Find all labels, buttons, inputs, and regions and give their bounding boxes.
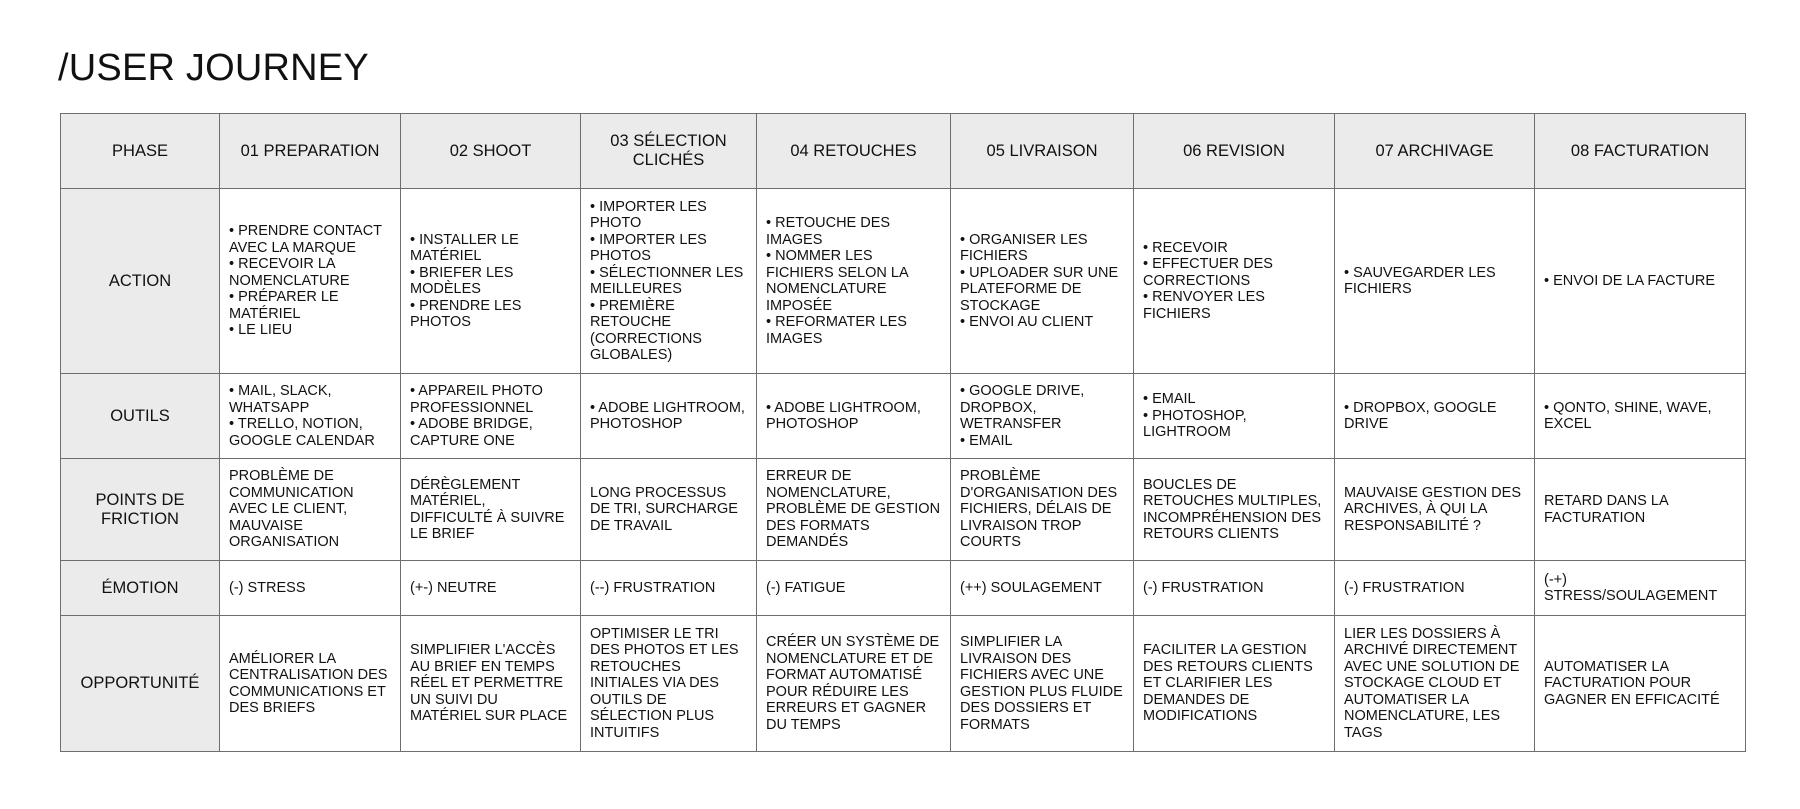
phase-header-archivage: 07 ARCHIVAGE (1335, 114, 1535, 189)
table-cell: AMÉLIORER LA CENTRALISATION DES COMMUNICATIONS ET DES BRIEFS (220, 616, 401, 752)
row-opportunite (61, 616, 1746, 752)
row-label-opportunite: OPPORTUNITÉ (61, 616, 220, 752)
phase-header-facturation: 08 FACTURATION (1535, 114, 1746, 189)
table-cell: SIMPLIFIER L'ACCÈS AU BRIEF EN TEMPS RÉEL ET PERMETTRE UN SUIVI DU MATÉRIEL SUR PLACE (401, 616, 581, 752)
table-cell: • QONTO, SHINE, WAVE, EXCEL (1535, 374, 1746, 459)
table-cell: SIMPLIFIER LA LIVRAISON DES FICHIERS AVEC UNE GESTION PLUS FLUIDE DES DOSSIERS ET FORMATS (951, 616, 1134, 752)
table-cell: (-) FRUSTRATION (1134, 561, 1335, 616)
phase-header-preparation: 01 PREPARATION (220, 114, 401, 189)
table-cell: (--) FRUSTRATION (581, 561, 757, 616)
row-emotion (61, 561, 1746, 616)
row-label-points-de-friction: POINTS DE FRICTION (61, 459, 220, 561)
table-cell: AUTOMATISER LA FACTURATION POUR GAGNER EN EFFICACITÉ (1535, 616, 1746, 752)
row-points-de-friction (61, 459, 1746, 561)
table-cell: (+-) NEUTRE (401, 561, 581, 616)
table-cell: • EMAIL • PHOTOSHOP, LIGHTROOM (1134, 374, 1335, 459)
table-cell: LIER LES DOSSIERS À ARCHIVÉ DIRECTEMENT AVEC UNE SOLUTION DE STOCKAGE CLOUD ET AUTOMATISER LA NOMENCLATURE, LES TAGS (1335, 616, 1535, 752)
table-cell: (-) FATIGUE (757, 561, 951, 616)
table-cell: • DROPBOX, GOOGLE DRIVE (1335, 374, 1535, 459)
table-cell: (-) FRUSTRATION (1335, 561, 1535, 616)
phase-header-selection-cliches: 03 SÉLECTION CLICHÉS (581, 114, 757, 189)
table-cell: • PRENDRE CONTACT AVEC LA MARQUE • RECEVOIR LA NOMENCLATURE • PRÉPARER LE MATÉRIEL • LE LIEU (220, 189, 401, 374)
table-cell: • ENVOI DE LA FACTURE (1535, 189, 1746, 374)
table-cell: • ADOBE LIGHTROOM, PHOTOSHOP (581, 374, 757, 459)
table-cell: FACILITER LA GESTION DES RETOURS CLIENTS ET CLARIFIER LES DEMANDES DE MODIFICATIONS (1134, 616, 1335, 752)
row-label-outils: OUTILS (61, 374, 220, 459)
table-cell: • RECEVOIR • EFFECTUER DES CORRECTIONS • RENVOYER LES FICHIERS (1134, 189, 1335, 374)
table-cell: • INSTALLER LE MATÉRIEL • BRIEFER LES MODÈLES • PRENDRE LES PHOTOS (401, 189, 581, 374)
row-action (61, 189, 1746, 374)
table-cell: CRÉER UN SYSTÈME DE NOMENCLATURE ET DE FORMAT AUTOMATISÉ POUR RÉDUIRE LES ERREURS ET GAGNER DU TEMPS (757, 616, 951, 752)
table-cell: • ADOBE LIGHTROOM, PHOTOSHOP (757, 374, 951, 459)
page-title: /USER JOURNEY (58, 47, 369, 89)
table-cell: BOUCLES DE RETOUCHES MULTIPLES, INCOMPRÉHENSION DES RETOURS CLIENTS (1134, 459, 1335, 561)
table-cell: • SAUVEGARDER LES FICHIERS (1335, 189, 1535, 374)
phase-header-retouches: 04 RETOUCHES (757, 114, 951, 189)
phase-header-shoot: 02 SHOOT (401, 114, 581, 189)
row-outils (61, 374, 1746, 459)
phase-header-livraison: 05 LIVRAISON (951, 114, 1134, 189)
table-cell: PROBLÈME DE COMMUNICATION AVEC LE CLIENT, MAUVAISE ORGANISATION (220, 459, 401, 561)
row-label-action: ACTION (61, 189, 220, 374)
phase-header-revision: 06 REVISION (1134, 114, 1335, 189)
table-cell: • RETOUCHE DES IMAGES • NOMMER LES FICHIERS SELON LA NOMENCLATURE IMPOSÉE • REFORMATER LES IMAGES (757, 189, 951, 374)
table-cell: LONG PROCESSUS DE TRI, SURCHARGE DE TRAVAIL (581, 459, 757, 561)
table-cell: • ORGANISER LES FICHIERS • UPLOADER SUR UNE PLATEFORME DE STOCKAGE • ENVOI AU CLIENT (951, 189, 1134, 374)
table-cell: (-+) STRESS/SOULAGEMENT (1535, 561, 1746, 616)
table-cell: ERREUR DE NOMENCLATURE, PROBLÈME DE GESTION DES FORMATS DEMANDÉS (757, 459, 951, 561)
phase-header-row (61, 114, 1746, 189)
table-cell: DÉRÈGLEMENT MATÉRIEL, DIFFICULTÉ À SUIVRE LE BRIEF (401, 459, 581, 561)
table-cell: • APPAREIL PHOTO PROFESSIONNEL • ADOBE BRIDGE, CAPTURE ONE (401, 374, 581, 459)
table-cell: (-) STRESS (220, 561, 401, 616)
table-cell: MAUVAISE GESTION DES ARCHIVES, À QUI LA RESPONSABILITÉ ? (1335, 459, 1535, 561)
table-cell: (++) SOULAGEMENT (951, 561, 1134, 616)
row-label-emotion: ÉMOTION (61, 561, 220, 616)
table-cell: OPTIMISER LE TRI DES PHOTOS ET LES RETOUCHES INITIALES VIA DES OUTILS DE SÉLECTION PLUS INTUITIFS (581, 616, 757, 752)
table-cell: • MAIL, SLACK, WHATSAPP • TRELLO, NOTION, GOOGLE CALENDAR (220, 374, 401, 459)
table-cell: RETARD DANS LA FACTURATION (1535, 459, 1746, 561)
table-cell: • IMPORTER LES PHOTO • IMPORTER LES PHOTOS • SÉLECTIONNER LES MEILLEURES • PREMIÈRE RETOUCHE (CORRECTIONS GLOBALES) (581, 189, 757, 374)
phase-header-label: PHASE (61, 114, 220, 189)
user-journey-table (60, 113, 1746, 752)
table-cell: PROBLÈME D'ORGANISATION DES FICHIERS, DÉLAIS DE LIVRAISON TROP COURTS (951, 459, 1134, 561)
table-cell: • GOOGLE DRIVE, DROPBOX, WETRANSFER • EMAIL (951, 374, 1134, 459)
